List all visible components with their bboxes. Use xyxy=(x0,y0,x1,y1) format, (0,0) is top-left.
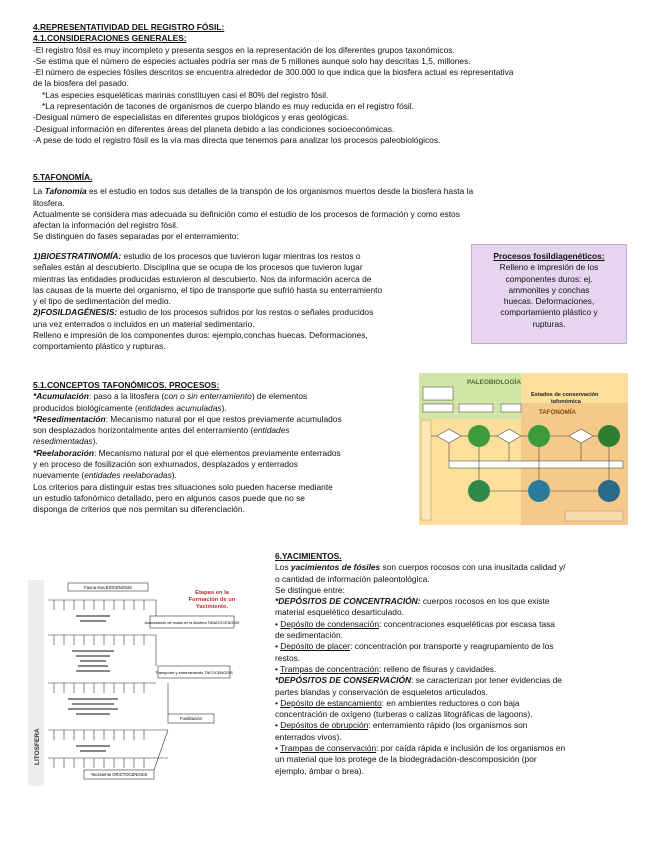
text: entidades xyxy=(253,425,290,436)
text-line: mientras las entidades producidas estuvieron al descubierto. Nos da información acerca de xyxy=(33,273,372,284)
fosildiagenetic-processes-box xyxy=(471,244,627,344)
text-line: un estudio tafonómico detallado, pero en algunos casos puede que no se xyxy=(33,492,305,503)
section-5-1-title: 5.1.CONCEPTOS TAFONÓMICOS. PROCESOS: xyxy=(33,380,220,390)
text: : relleno de fisuras y cavidades. xyxy=(378,663,497,674)
state-circle xyxy=(468,480,490,502)
box-line: componentes duros: ej. xyxy=(505,273,593,284)
conservation-deposits xyxy=(275,675,637,686)
term: *Resedimentación xyxy=(33,413,106,424)
text: entidades reelaboradas xyxy=(84,470,172,481)
term: *DEPÓSITOS DE CONCENTRACIÓN: xyxy=(275,596,421,607)
box-line: Relleno e impresión de los xyxy=(499,262,599,273)
text-line: partes blandas y conservación de esqueletos articulados. xyxy=(275,686,488,697)
text-line: y en proceso de fosilización son exhumados, desplazados y enterrados xyxy=(33,459,298,470)
state-circle xyxy=(468,425,490,447)
deposit-formation-stages-diagram xyxy=(28,580,266,786)
section-4-1-title: 4.1.CONSIDERACIONES GENERALES: xyxy=(33,33,187,44)
litosfera-label: LITOSFERA xyxy=(34,728,41,765)
term: Trampas de conservación xyxy=(280,743,377,754)
text: : en ambientes reductores o con baja xyxy=(381,697,520,708)
text: ) de elementos xyxy=(251,391,308,402)
acumulacion xyxy=(33,391,418,402)
text-line xyxy=(33,470,418,481)
left-rail xyxy=(421,420,431,520)
diagram-box xyxy=(501,404,521,412)
box-line: huecas. Deformaciones, xyxy=(503,296,595,307)
text: son desplazados horizontalmente antes del enterramiento ( xyxy=(33,425,254,436)
section-4-title: 4.REPRESENTATIVIDAD DEL REGISTRO FÓSIL: xyxy=(33,22,225,32)
text-line: Los criterios para distinguir estas tres situaciones solo pueden hacerse mediante xyxy=(33,481,333,492)
text: estudio de los procesos sufridos por los restos o señales producidos xyxy=(117,307,374,318)
diagram-footer-box xyxy=(565,511,623,521)
term: 1)BIOESTRATINOMÍA: xyxy=(33,251,122,261)
text-line: Actualmente se considera mas adecuada su definición como el estudio de los procesos de formación y como estos xyxy=(33,208,460,219)
section-5 xyxy=(33,172,633,243)
text: producidos biológicamente ( xyxy=(33,402,138,413)
diagram-box xyxy=(423,387,453,400)
text-line: señales están al descubierto. Disciplina que se ocupa de los procesos que tuvieron lugar xyxy=(33,262,363,273)
s4-line: -Se estima que el número de especies actuales podría ser mas de 5 millones aunque solo hay descritas 1,5, millones. xyxy=(33,55,471,66)
s4-line: -A pese de todo el registro fósil es la vía mas directa que tenemos para analizar los procesos paleobiológicos. xyxy=(33,134,441,145)
section-5-title: 5.TAFONOMÍA. xyxy=(33,172,93,182)
text: : enterramiento rápido (los organismos son xyxy=(368,720,528,731)
yacimientos-definition xyxy=(275,562,637,573)
text: : paso a la litosfera ( xyxy=(88,391,165,402)
reelaboracion xyxy=(33,448,418,459)
text: ). xyxy=(171,470,177,481)
term: *Reelaboración xyxy=(33,447,94,458)
s4-subline: *La representación de tacones de organismos de cuerpo blando es muy reducida en el registro fósil. xyxy=(42,101,414,112)
text: : concentraciones esqueléticas por escasa tasa xyxy=(378,618,555,629)
section-6 xyxy=(275,551,637,777)
text: ). xyxy=(221,402,227,413)
bullet-trampas-concentracion: • Trampas de concentración: relleno de fisuras y cavidades. xyxy=(275,663,497,674)
diagram-box xyxy=(459,404,493,412)
tafocenosis-box-label: Transporte y enterramiento TAFOCENOSIS xyxy=(155,670,233,675)
state-circle xyxy=(528,425,550,447)
bullet-trampas-conservacion: • Trampas de conservación: por caída rápida e inclusión de los organismos en xyxy=(275,743,566,754)
term: yacimientos de fósiles xyxy=(290,562,381,573)
text: : concentración por transporte y reagrupamiento de los xyxy=(350,641,554,652)
s4-line: -Desigual número de especialistas en diferentes grupos biológicos y eras geológicas. xyxy=(33,112,350,123)
text-line: Se distingue entre: xyxy=(275,584,345,595)
text-line: disponga de criterios que nos permitan su diferenciación. xyxy=(33,504,245,515)
s4-line: de la biosfera del pasado. xyxy=(33,78,129,89)
bullet-obrupcion: • Depósitos de obrupción: enterramiento rápido (los organismos son xyxy=(275,720,528,731)
text-line: afectan la información del registro fósil. xyxy=(33,220,179,231)
term: Trampas de concentración xyxy=(280,663,379,674)
term: Depósito de placer xyxy=(280,641,351,652)
text-line: una vez enterrados o incluidos en un material sedimentario. xyxy=(33,318,255,329)
section-6-title: 6.YACIMIENTOS. xyxy=(275,551,342,561)
stages-title-2: Formación de un xyxy=(188,597,236,603)
text-line: un material que los protege de la biodegradación-descomposición (por xyxy=(275,754,537,765)
diagram-box xyxy=(423,404,453,412)
tafonomia-definition xyxy=(33,186,633,197)
term: *Acumulación xyxy=(33,391,89,402)
text: ). xyxy=(92,436,98,447)
text: nuevamente ( xyxy=(33,470,85,481)
text-line: comportamiento plástico y rupturas. xyxy=(33,341,166,352)
text-line: y el tipo de sedimentación del medio. xyxy=(33,296,171,307)
text-line: o cantidad de información paleontológica. xyxy=(275,573,430,584)
resedimentacion xyxy=(33,414,418,425)
box-line: ammonites y conchas xyxy=(508,284,590,295)
text-line: concentración de oxígeno (turberas o calizas litográficas de lagoons). xyxy=(275,709,533,720)
conservation-states-diagram xyxy=(419,373,628,525)
box-title: Procesos fosildiagenéticos: xyxy=(493,251,605,261)
text: La xyxy=(33,186,45,197)
text-line: enterrados vivos). xyxy=(275,731,342,742)
fosilizacion-box-label: Fosilización xyxy=(180,716,202,721)
text-line: ejemplo, ámbar o brea). xyxy=(275,765,364,776)
s4-line: -Desigual información en diferentes áreas del planeta debido a las condiciones socioeconómicas. xyxy=(33,123,395,134)
text-line: de sedimentación. xyxy=(275,630,343,641)
state-circle xyxy=(598,425,620,447)
bullet-condensacion: • Depósito de condensación: concentraciones esqueléticas por escasa tasa xyxy=(275,618,555,629)
text-line xyxy=(33,436,418,447)
estados-label-1: Estados de conservación xyxy=(531,392,599,398)
text: con o sin enterramiento xyxy=(164,391,252,402)
estados-label-2: tafonómica xyxy=(551,399,581,405)
text: son cuerpos rocosos con una inusitada calidad y/ xyxy=(380,562,566,573)
text: : Mecanismo natural por el que elementos previamente enterrados xyxy=(93,447,341,458)
text: : por caída rápida e inclusión de los organismos en xyxy=(376,743,566,754)
bullet-estancamiento: • Depósito de estancamiento: en ambientes reductores o con baja xyxy=(275,697,520,708)
text: : se caracterizan por tener evidencias de xyxy=(411,675,562,686)
text: Los xyxy=(275,562,291,573)
biocenosis-box-label: Fauna viva BIOCENOSIS xyxy=(84,585,132,590)
tanatocenosis-box-label: Acumulación de restos en la litosfera TANATOCENOSIS xyxy=(144,621,240,625)
term: Depósito de condensación xyxy=(280,618,379,629)
text-line: material esquelético desarticulado. xyxy=(275,607,404,618)
term: Depósitos de obrupción xyxy=(280,720,369,731)
fosildiagenesis xyxy=(33,307,473,318)
bioestratinomia xyxy=(33,251,473,262)
text: es el estudio en todos sus detalles de la transpón de los organismos muertos desde la biosfera hasta la xyxy=(86,186,474,197)
s4-subline: *Las especies esqueléticas marinas constituyen casi el 80% del registro fósil. xyxy=(42,89,329,100)
paleobiologia-label: PALEOBIOLOGÍA xyxy=(467,379,522,386)
concentration-deposits xyxy=(275,596,637,607)
text-line xyxy=(33,425,418,436)
text-line: las causas de la muerte del organismo, el tipo de transporte que sufrió hasta su enterramiento xyxy=(33,284,383,295)
s4-line: -El registro fósil es muy incompleto y presenta sesgos en la representación de los diferentes grupos taxonómicos. xyxy=(33,44,455,55)
text: entidades acumuladas xyxy=(137,402,222,413)
text: cuerpos rocosos en los que existe xyxy=(420,596,550,607)
tafonomia-label: TAFONOMÍA xyxy=(539,409,577,416)
stages-title-3: Yacimiento. xyxy=(195,604,229,610)
text: resedimentadas xyxy=(33,436,93,447)
state-circle xyxy=(598,480,620,502)
text-line: litosfera. xyxy=(33,197,65,208)
term: Depósito de estancamiento xyxy=(280,697,382,708)
term: 2)FOSILDAGÉNESIS: xyxy=(33,307,118,318)
text: : Mecanismo natural por el que restos previamente acumulados xyxy=(105,413,342,424)
state-circle xyxy=(528,480,550,502)
section-5-1 xyxy=(33,380,418,516)
text-line: Se distinguen do fases separadas por el enterramiento: xyxy=(33,231,239,242)
orictocenosis-box-label: Yacimiento ORICTOCENOSIS xyxy=(90,772,148,777)
text-line xyxy=(33,403,418,414)
term: Tafonomía xyxy=(44,186,87,197)
text: estudio de los procesos que tuvieron lugar mientras los restos o xyxy=(121,251,361,261)
section-5-phases xyxy=(33,251,473,353)
stages-title-1: Etapas en la xyxy=(195,590,229,596)
section-4 xyxy=(33,22,633,146)
s4-line: -El número de especies fósiles descritos se encuentra alrededor de 300.000 lo que indica que la biosfera actual es representativa xyxy=(33,67,514,78)
text-line: Relleno e impresión de los componentes duros: ejemplo,conchas huecas. Deformaciones, xyxy=(33,330,368,341)
bullet-placer: • Depósito de placer: concentración por transporte y reagrupamiento de los xyxy=(275,641,554,652)
diagram-bar xyxy=(449,461,623,468)
box-line: rupturas. xyxy=(532,318,566,329)
text-line: restos. xyxy=(275,652,301,663)
term: *DEPÓSITOS DE CONSERVACIÓN xyxy=(275,675,412,686)
box-line: comportamiento plástico y xyxy=(500,307,598,318)
